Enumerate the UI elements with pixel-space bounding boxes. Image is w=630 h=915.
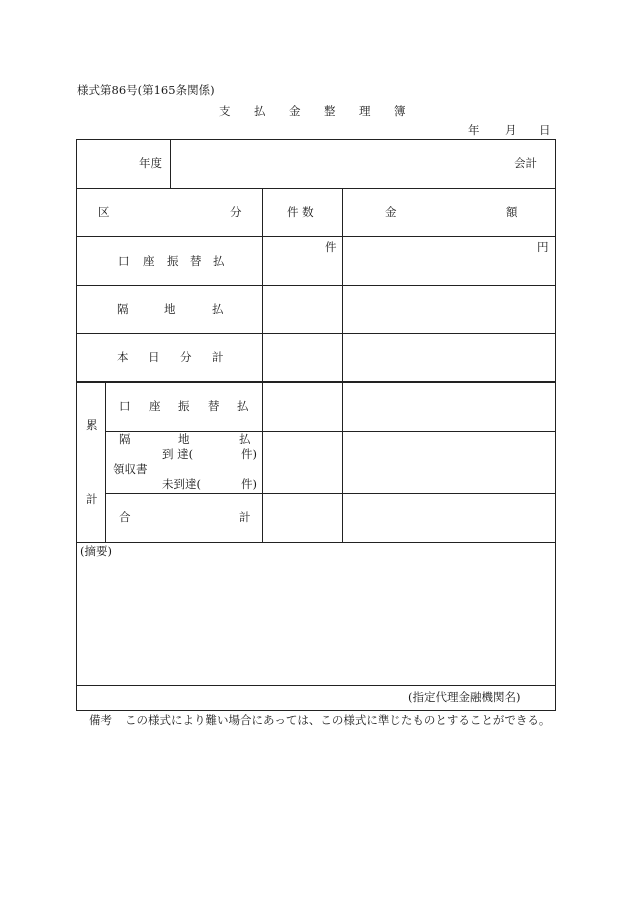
form-number: 様式第86号(第165条関係) (77, 83, 215, 97)
summary-label: (摘要) (80, 544, 112, 558)
row-label-char: 隔 (119, 432, 131, 446)
year-label: 年 (468, 123, 480, 137)
row-label-char: 計 (239, 510, 251, 524)
table-rule (76, 236, 556, 237)
row-label-char: 本 (117, 350, 129, 364)
row-label-char: 口 (118, 254, 130, 268)
table-rule (76, 333, 556, 334)
row-label-char: 合 (119, 510, 131, 524)
table-rule (170, 139, 171, 188)
column-count: 件 数 (287, 205, 314, 219)
table-border-bottom (76, 710, 556, 711)
remarks-label: 備考 (89, 713, 112, 727)
day-label: 日 (539, 123, 551, 137)
table-rule (105, 431, 556, 432)
row-label-char: 地 (178, 432, 190, 446)
title-char: 簿 (394, 104, 406, 118)
table-rule (105, 382, 106, 542)
row-label-char: 日 (148, 350, 160, 364)
arrived-label: 到 達( (162, 447, 194, 461)
cumulative-label: 計 (86, 492, 98, 506)
table-border-top (76, 139, 556, 140)
cumulative-label: 累 (86, 418, 98, 432)
amount-unit: 円 (537, 240, 549, 254)
table-rule (105, 493, 556, 494)
row-label-char: 口 (119, 399, 131, 413)
row-label-char: 隔 (117, 302, 129, 316)
table-border-right (555, 139, 556, 711)
not-arrived-count-suffix: 件) (241, 477, 257, 491)
row-label-char: 座 (149, 399, 161, 413)
not-arrived-label: 未到達( (162, 477, 201, 491)
row-label-char: 振 (167, 254, 179, 268)
count-unit: 件 (325, 240, 337, 254)
row-label-char: 替 (190, 254, 202, 268)
row-label-char: 振 (178, 399, 190, 413)
table-rule (76, 685, 556, 686)
title-char: 支 (219, 104, 231, 118)
row-label-char: 払 (237, 399, 249, 413)
receipt-label: 領収書 (113, 462, 148, 476)
row-label-char: 地 (164, 302, 176, 316)
column-category: 区 (98, 205, 110, 219)
row-label-char: 替 (208, 399, 220, 413)
title-char: 払 (254, 104, 266, 118)
table-rule (76, 188, 556, 189)
month-label: 月 (505, 123, 517, 137)
column-amount: 額 (506, 205, 518, 219)
arrived-count-suffix: 件) (241, 447, 257, 461)
account-label: 会計 (514, 156, 537, 170)
title-char: 理 (359, 104, 371, 118)
row-label-char: 座 (143, 254, 155, 268)
title-char: 金 (289, 104, 301, 118)
column-category: 分 (230, 205, 242, 219)
row-label-char: 分 (180, 350, 192, 364)
table-rule-bold (76, 381, 556, 383)
row-label-char: 計 (212, 350, 224, 364)
remarks-text: この様式により難い場合にあっては、この様式に準じたものとすることができる。 (125, 713, 551, 727)
column-amount: 金 (385, 205, 397, 219)
table-rule (76, 285, 556, 286)
fiscal-year-label: 年度 (139, 156, 162, 170)
table-border-left (76, 139, 77, 711)
title-char: 整 (324, 104, 336, 118)
table-rule (76, 542, 556, 543)
row-label-char: 払 (239, 432, 251, 446)
table-rule (262, 188, 263, 542)
row-label-char: 払 (212, 302, 224, 316)
row-label-char: 払 (213, 254, 225, 268)
agent-bank-label: (指定代理金融機関名) (408, 690, 521, 704)
table-rule (342, 188, 343, 542)
